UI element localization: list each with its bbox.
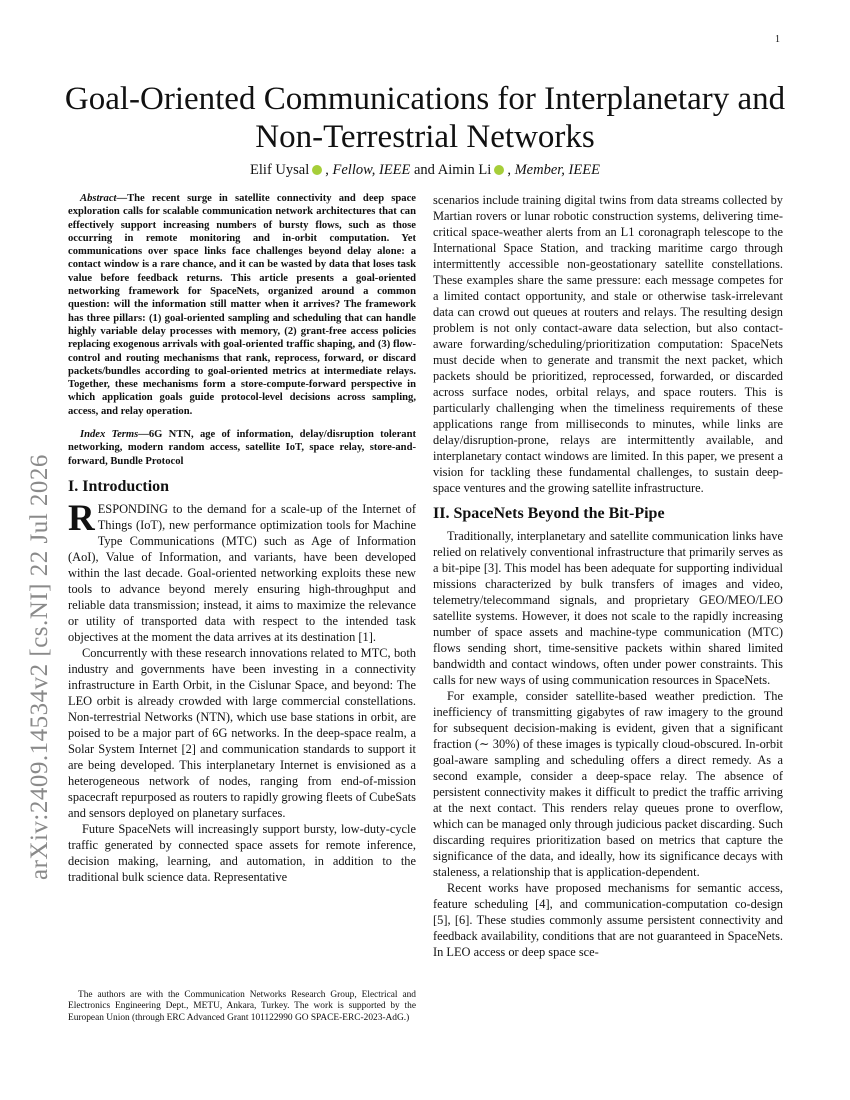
- section-heading: I. Introduction: [68, 477, 170, 495]
- left-column: [68, 192, 416, 885]
- section-heading: II. SpaceNets Beyond the Bit-Pipe: [433, 505, 665, 522]
- abstract-label: Abstract: [80, 193, 117, 204]
- index-terms-text: —6G NTN, age of information, delay/disruption tolerant networking, modern random access, satellite IoT, space relay, store-and-forward, Bundle Protocol: [68, 429, 416, 467]
- drop-cap: R: [68, 497, 95, 539]
- body-paragraph: For example, consider satellite-based weather prediction. The inefficiency of transmitting gigabytes of raw imagery to the ground for subsequent decision-making is evident, given that a significant fraction (∼ 30%) of these images is typically cloud-obscured. In-orbit goal-aware sampling and scheduling offers a direct remedy. As a second example, consider a deep-space relay. The absence of persistent connectivity makes it difficult to predict the traffic arriving at the next contact. This renders relay queues prone to overflow, which can be managed only through judicious packet discarding. Such discarding requires prioritization based on metrics that capture the significance of the data, and ideally, how its significance decays with staleness, a relationship that is application-dependent.: [433, 689, 783, 879]
- author-connector: and: [413, 162, 435, 178]
- body-paragraph: [68, 497, 416, 645]
- page-number: 1: [775, 34, 780, 45]
- orcid-icon[interactable]: [312, 165, 322, 175]
- body-paragraph: Concurrently with these research innovations related to MTC, both industry and governments have been investing in a connectivity infrastructure in Earth Orbit, in the Cislunar Space, and beyond: The LEO orbit is already crowded with large commercial constellations. Non-terrestrial Networks (NTN), which use base stations in orbit, are poised to be a major part of 6G networks. In the deep-space realm, a Solar System Internet [2] and communication standards to support it are being developed. This interplanetary Internet is envisioned as a heterogeneous network of nodes, ranging from end-of-mission spacecraft repurposed as routers to rapidly growing fleets of CubeSats and sensors deployed on planetary surfaces.: [68, 645, 416, 820]
- author-name: Aimin Li: [437, 162, 492, 178]
- orcid-icon[interactable]: [494, 165, 504, 175]
- author-line: Elif Uysal , Fellow, IEEE and Aimin Li , Member, IEEE: [250, 162, 600, 178]
- index-terms-label: Index Terms: [80, 429, 139, 441]
- arxiv-identifier: arXiv:2409.14534v2 [cs.NI] 22 Jul 2026: [26, 454, 53, 880]
- index-terms: [68, 428, 416, 468]
- abstract: [68, 192, 416, 418]
- paper-title: Goal-Oriented Communications for Interplanetary and Non-Terrestrial Networks: [64, 81, 786, 155]
- paragraph-text: ESPONDING to the demand for a scale-up of the Internet of Things (IoT), new performance optimization tools for Machine Type Communications (MTC) such as Age of Information (AoI), Value of Information, and variants, have been developed within the last decade. Goal-oriented networking exploits these new tools to advance beyond merely ensuring high-throughput and reliable data transmission; instead, it aims to maximize the relevance or utility of transported data with respect to the intended task objectives at the moment the data arrives at its destination [1].: [68, 501, 416, 644]
- abstract-text: —The recent surge in satellite connectivity and deep space exploration calls for scalable communication network architectures that can effectively support increasing numbers of bursty flows, such as those occurring in remote monitoring and in-orbit computation. Yet communications over space links face challenges beyond delay alone: a contact window is a rare chance, and it can be wasted by data that loses task value before feedback returns. This article presents a goal-oriented networking framework for SpaceNets, organized around a common question: will the information still matter when it arrives? The framework has three pillars: (1) goal-oriented sampling and scheduling that can handle highly variable delay processes with memory, (2) grant-free access policies replacing exogenous arrivals with goal-oriented traffic shaping, and (3) flow-control and routing mechanisms that rank, reprocess, forward, or discard packets/bundles according to goal-oriented metrics at intermediate relays. Together, these mechanisms form a store-compute-forward perspective in which application goals guide protocol-level decisions across sampling, access, and relay operation.: [68, 193, 416, 417]
- body-paragraph: scenarios include training digital twins from data streams collected by Martian rovers or lunar robotic construction systems, delivering time-critical space-weather alerts from an L1 coronagraph telescope to the International Space Station, and tracking maritime cargo through intermittently accessible non-geostationary satellite constellations. These examples share the same pressure: each message competes for a limited contact opportunity, and stale or otherwise task-irrelevant data can crowd out queues at routers and relays. The resulting design problem is not only contact-aware data selection, but also contact-aware forwarding/scheduling/prioritization computation: SpaceNets must decide when to generate and transmit the next packet, which packets should be prioritized, reprocessed, forwarded, or discarded across surface nodes, orbital relays, and space routers. This is particularly challenging when the timeliness requirements of these applications range from milliseconds to minutes, while links are delay/disruption-prone, relays are intermittently available, and interplanetary contact windows are limited. In this paper, we present a vision for tackling these fundamental challenges, to sustain deep-space ventures and the growing satellite infrastructure.: [433, 193, 783, 495]
- author-role: Member, IEEE: [514, 162, 600, 178]
- footnote: The authors are with the Communication Networks Research Group, Electrical and Electronics Engineering Dept., METU, Ankara, Turkey. The work is supported by the European Union (through ERC Advanced Grant 101122990 GO SPACE-ERC-2023-AdG.): [68, 990, 416, 1023]
- author-name: Elif Uysal: [250, 162, 310, 178]
- body-paragraph: Traditionally, interplanetary and satellite communication links have relied on relatively conventional infrastructure that primarily serves as a bit-pipe [3]. This model has been adequate for supporting individual missions characterized by bulk transfers of images and video, telemetry/telecommand signals, and proprietary GEO/MEO/LEO satellite systems. However, it does not scale to the rapidly increasing number of space assets and machine-type communication (MTC) flows sending short, time-sensitive packets within shared limited bandwidth and contact windows, often under power constraints. This calls for new ways of using communication resources in SpaceNets.: [433, 529, 783, 687]
- body-paragraph: Future SpaceNets will increasingly support bursty, low-duty-cycle traffic generated by connected space assets for remote inference, decision making, learning, and automation, in addition to the traditional bulk science data. Representative: [68, 821, 416, 884]
- right-column: [433, 192, 783, 960]
- body-paragraph: Recent works have proposed mechanisms for semantic access, feature scheduling [4], and communication-computation co-design [5], [6]. These studies commonly assume persistent connectivity and feedback availability, conditions that are not guaranteed in SpaceNets. In LEO access or deep space sce-: [433, 881, 783, 959]
- author-role: Fellow, IEEE: [332, 162, 411, 178]
